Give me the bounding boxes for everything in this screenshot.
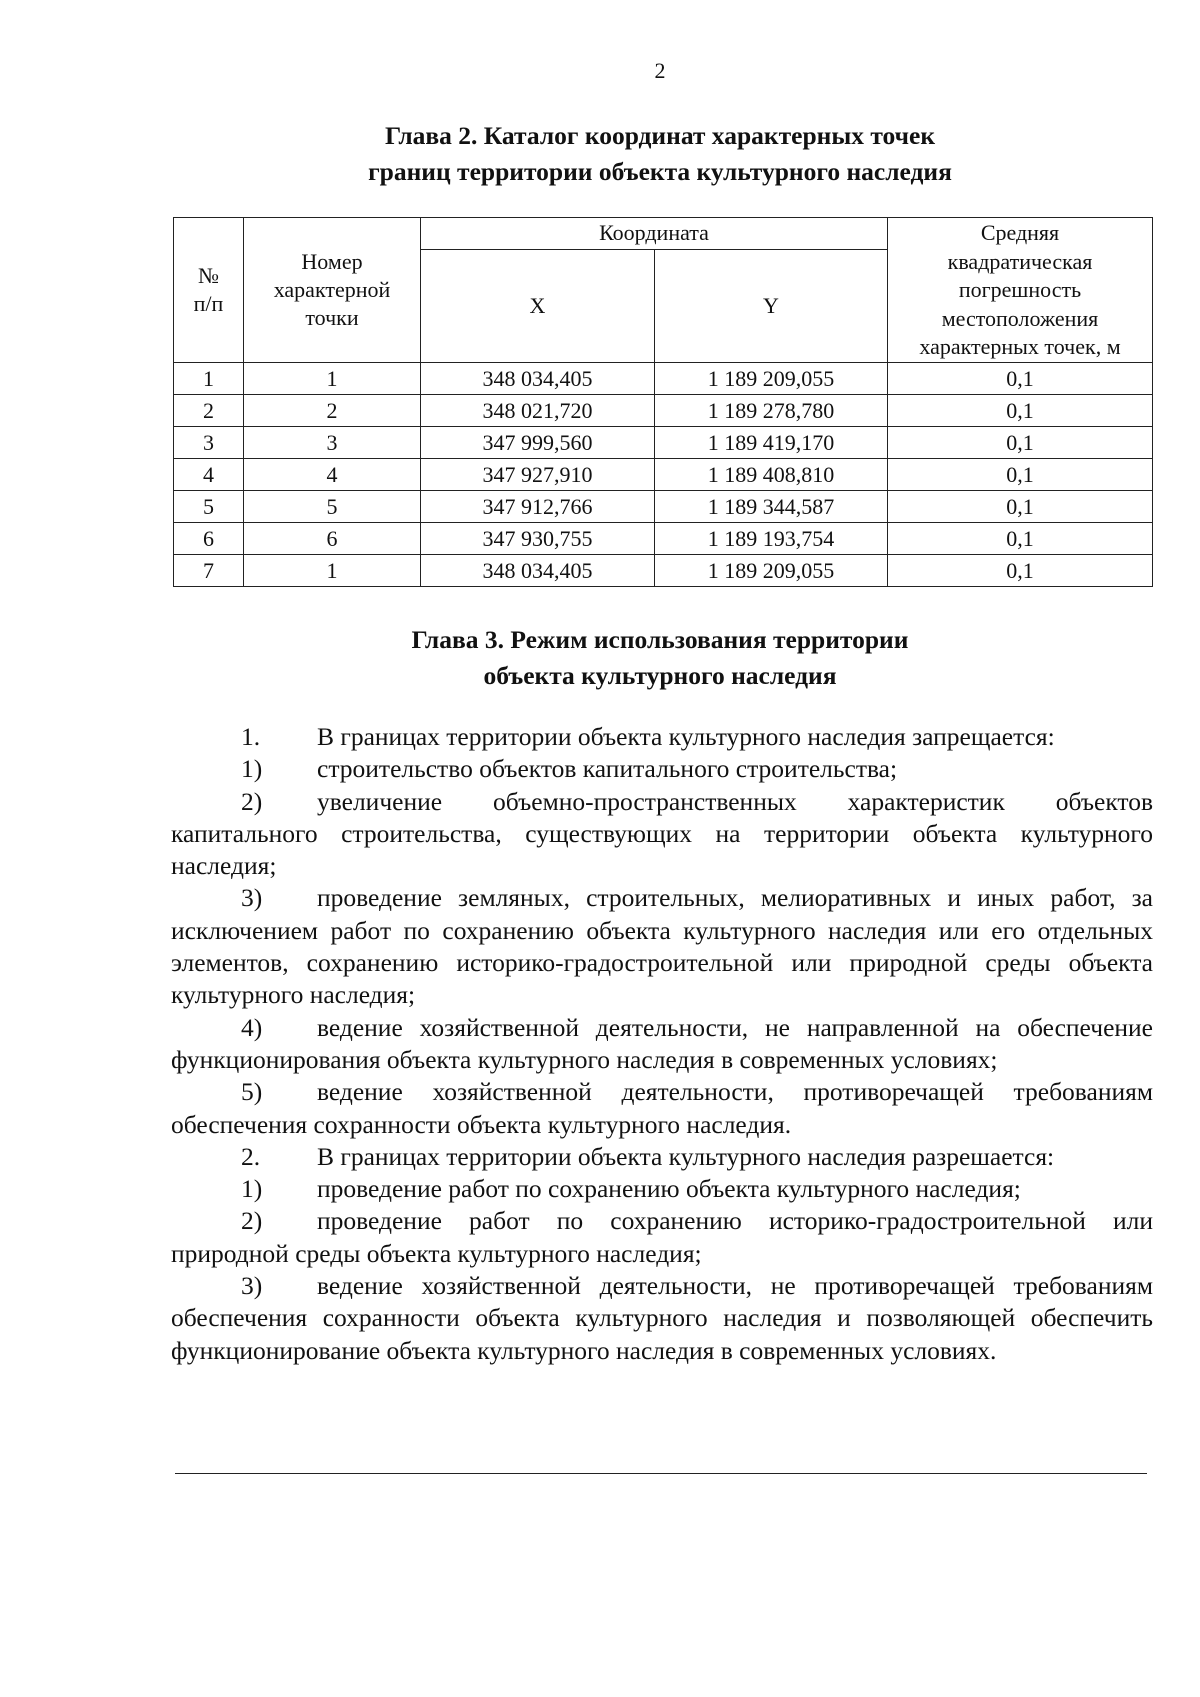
header-coordinate: Координата	[421, 218, 888, 250]
row-number-cell: 1	[174, 362, 244, 394]
paragraph-2-2: 2) проведение работ по сохранению историко-градостроительной или природной среды объекта культурного наследия;	[171, 1206, 1153, 1268]
chapter-2-title-line-1: Глава 2. Каталог координат характерных точек	[384, 121, 936, 150]
paragraph-2-1: 1) проведение работ по сохранению объекта культурного наследия;	[241, 1174, 1021, 1204]
y-coordinate-cell: 1 189 209,055	[655, 554, 888, 586]
error-cell: 0,1	[888, 554, 1153, 586]
x-coordinate-cell: 347 912,766	[421, 490, 655, 522]
header-y: Y	[655, 249, 888, 362]
error-cell: 0,1	[888, 426, 1153, 458]
regime-text	[171, 721, 1153, 1367]
point-number-cell: 2	[244, 394, 421, 426]
paragraph-1-3: 3) проведение земляных, строительных, мелиоративных и иных работ, за исключением работ по сохранению объекта культурного наследия или его отдельных элементов, сохранению историко-градостроительной или природной среды объекта культурного наследия;	[171, 883, 1153, 1010]
chapter-2-heading	[0, 118, 1200, 190]
point-number-cell: 5	[244, 490, 421, 522]
table-row	[174, 490, 1153, 522]
paragraph-1-1: 1) строительство объектов капитального строительства;	[241, 754, 898, 784]
x-coordinate-cell: 347 927,910	[421, 458, 655, 490]
paragraph-2: 2. В границах территории объекта культурного наследия разрешается:	[241, 1141, 1055, 1171]
header-number: № п/п	[174, 218, 244, 363]
table-row	[174, 394, 1153, 426]
y-coordinate-cell: 1 189 193,754	[655, 522, 888, 554]
error-cell: 0,1	[888, 490, 1153, 522]
x-coordinate-cell: 347 999,560	[421, 426, 655, 458]
table-row	[174, 362, 1153, 394]
row-number-cell: 4	[174, 458, 244, 490]
row-number-cell: 3	[174, 426, 244, 458]
row-number-cell: 7	[174, 554, 244, 586]
coordinates-table	[173, 217, 1153, 587]
chapter-3-title-line-1: Глава 3. Режим использования территории	[411, 625, 909, 654]
error-cell: 0,1	[888, 522, 1153, 554]
x-coordinate-cell: 348 034,405	[421, 554, 655, 586]
x-coordinate-cell: 348 034,405	[421, 362, 655, 394]
error-cell: 0,1	[888, 394, 1153, 426]
chapter-3-title-line-2: объекта культурного наследия	[483, 661, 837, 690]
y-coordinate-cell: 1 189 344,587	[655, 490, 888, 522]
y-coordinate-cell: 1 189 209,055	[655, 362, 888, 394]
y-coordinate-cell: 1 189 408,810	[655, 458, 888, 490]
chapter-2-title-line-2: границ территории объекта культурного наследия	[368, 157, 952, 186]
paragraph-1-4: 4) ведение хозяйственной деятельности, не направленной на обеспечение функционирования объекта культурного наследия в современных условиях;	[171, 1012, 1153, 1074]
error-cell: 0,1	[888, 458, 1153, 490]
point-number-cell: 1	[244, 554, 421, 586]
error-cell: 0,1	[888, 362, 1153, 394]
paragraph-1-5: 5) ведение хозяйственной деятельности, противоречащей требованиям обеспечения сохранности объекта культурного наследия.	[171, 1077, 1153, 1139]
row-number-cell: 6	[174, 522, 244, 554]
row-number-cell: 2	[174, 394, 244, 426]
header-point-number: Номер характерной точки	[244, 218, 421, 363]
header-mean-square-error: Средняя квадратическая погрешность местоположения характерных точек, м	[888, 218, 1153, 363]
point-number-cell: 4	[244, 458, 421, 490]
y-coordinate-cell: 1 189 278,780	[655, 394, 888, 426]
coordinates-table-body	[174, 362, 1153, 586]
row-number-cell: 5	[174, 490, 244, 522]
point-number-cell: 1	[244, 362, 421, 394]
header-x: X	[421, 249, 655, 362]
point-number-cell: 6	[244, 522, 421, 554]
point-number-cell: 3	[244, 426, 421, 458]
x-coordinate-cell: 348 021,720	[421, 394, 655, 426]
y-coordinate-cell: 1 189 419,170	[655, 426, 888, 458]
chapter-3-heading	[0, 622, 1200, 694]
page-number: 2	[654, 58, 666, 83]
closing-rule	[175, 1473, 1147, 1474]
paragraph-1-2: 2) увеличение объемно-пространственных характеристик объектов капитального строительства, существующих на территории объекта культурного наследия;	[171, 786, 1153, 881]
table-row	[174, 426, 1153, 458]
paragraph-2-3: 3) ведение хозяйственной деятельности, не противоречащей требованиям обеспечения сохранности объекта культурного наследия и позволяющей обеспечить функционирование объекта культурного наследия в современных условиях.	[171, 1271, 1153, 1365]
table-row	[174, 554, 1153, 586]
x-coordinate-cell: 347 930,755	[421, 522, 655, 554]
table-row	[174, 458, 1153, 490]
paragraph-1: 1. В границах территории объекта культурного наследия запрещается:	[241, 722, 1055, 751]
table-row	[174, 522, 1153, 554]
